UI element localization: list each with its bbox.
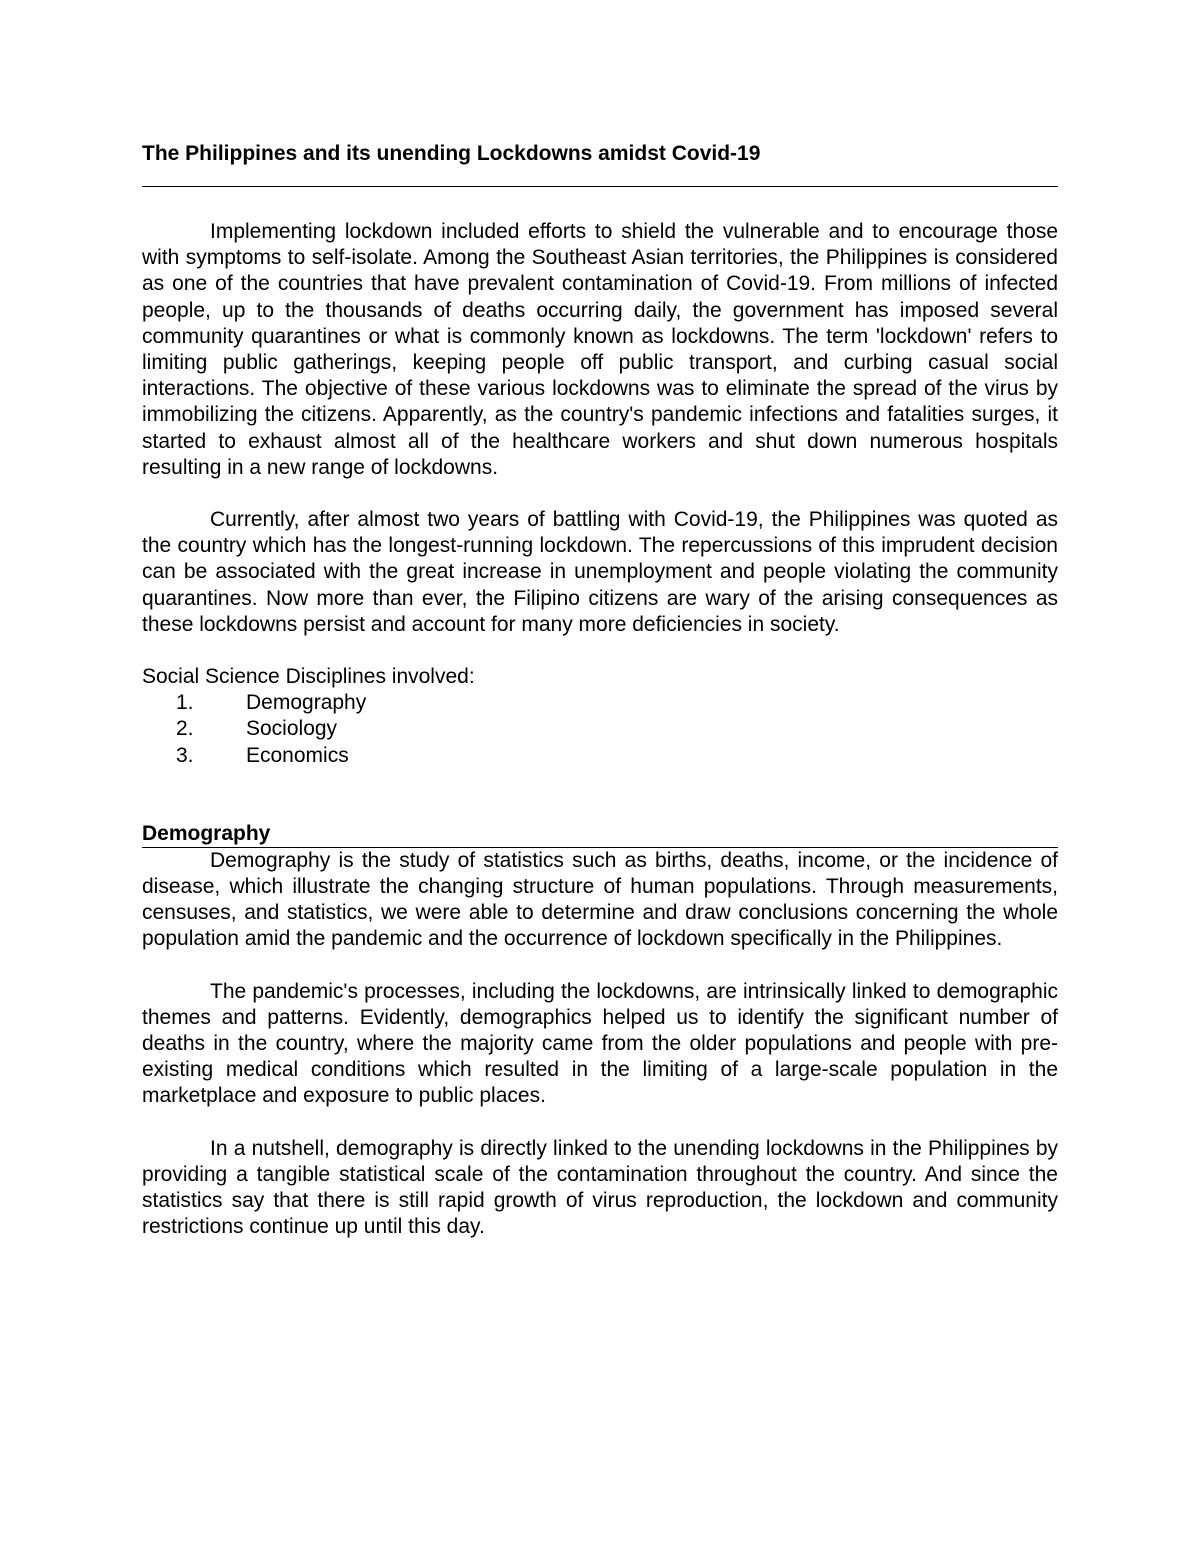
list-item xyxy=(142,716,1058,742)
demography-heading: Demography xyxy=(142,821,1058,848)
list-item-label: Demography xyxy=(246,691,367,715)
intro-paragraph-1: Implementing lockdown included efforts to shield the vulnerable and to encourage those with symptoms to self-isolate. Among the Southeast Asian territories, the Philippines is considered as one of the countries that have prevalent contamination of Covid-19. From millions of infected people, up to the thousands of deaths occurring daily, the government has imposed several community quarantines or what is commonly known as lockdowns. The term 'lockdown' refers to limiting public gatherings, keeping people off public transport, and curbing casual social interactions. The objective of these various lockdowns was to eliminate the spread of the virus by immobilizing the citizens. Apparently, as the country's pandemic infections and fatalities surges, it started to exhaust almost all of the healthcare workers and shut down numerous hospitals resulting in a new range of lockdowns. xyxy=(142,220,1058,479)
document-page xyxy=(142,140,1058,1241)
list-item xyxy=(142,690,1058,716)
document-title: The Philippines and its unending Lockdowns amidst Covid-19 xyxy=(142,140,1058,187)
list-item-number: 1. xyxy=(176,691,194,715)
list-item-number: 2. xyxy=(176,717,194,741)
list-item-number: 3. xyxy=(176,743,194,767)
list-item xyxy=(142,743,1058,769)
disciplines-list xyxy=(142,690,1058,769)
disciplines-label: Social Science Disciplines involved: xyxy=(142,665,475,689)
demography-paragraph-2: The pandemic's processes, including the lockdowns, are intrinsically linked to demographic themes and patterns. Evidently, demographics helped us to identify the significant number of deaths in the country, where the majority came from the older populations and people with pre-existing medical conditions which resulted in the limiting of a large-scale population in the marketplace and exposure to public places. xyxy=(142,979,1058,1108)
list-item-label: Sociology xyxy=(246,717,338,741)
list-item-label: Economics xyxy=(246,743,349,767)
intro-paragraph-2: Currently, after almost two years of battling with Covid-19, the Philippines was quoted as the country which has the longest-running lockdown. The repercussions of this imprudent decision can be associated with the great increase in unemployment and people violating the community quarantines. Now more than ever, the Filipino citizens are wary of the arising consequences as these lockdowns persist and account for many more deficiencies in society. xyxy=(142,508,1058,636)
demography-paragraph-1: Demography is the study of statistics such as births, deaths, income, or the incidence of disease, which illustrate the changing structure of human populations. Through measurements, censuses, and statistics, we were able to determine and draw conclusions concerning the whole population amid the pandemic and the occurrence of lockdown specifically in the Philippines. xyxy=(142,848,1058,951)
demography-paragraph-3: In a nutshell, demography is directly linked to the unending lockdowns in the Philippines by providing a tangible statistical scale of the contamination throughout the country. And since the statistics say that there is still rapid growth of virus reproduction, the lockdown and community restrictions continue up until this day. xyxy=(142,1136,1058,1239)
